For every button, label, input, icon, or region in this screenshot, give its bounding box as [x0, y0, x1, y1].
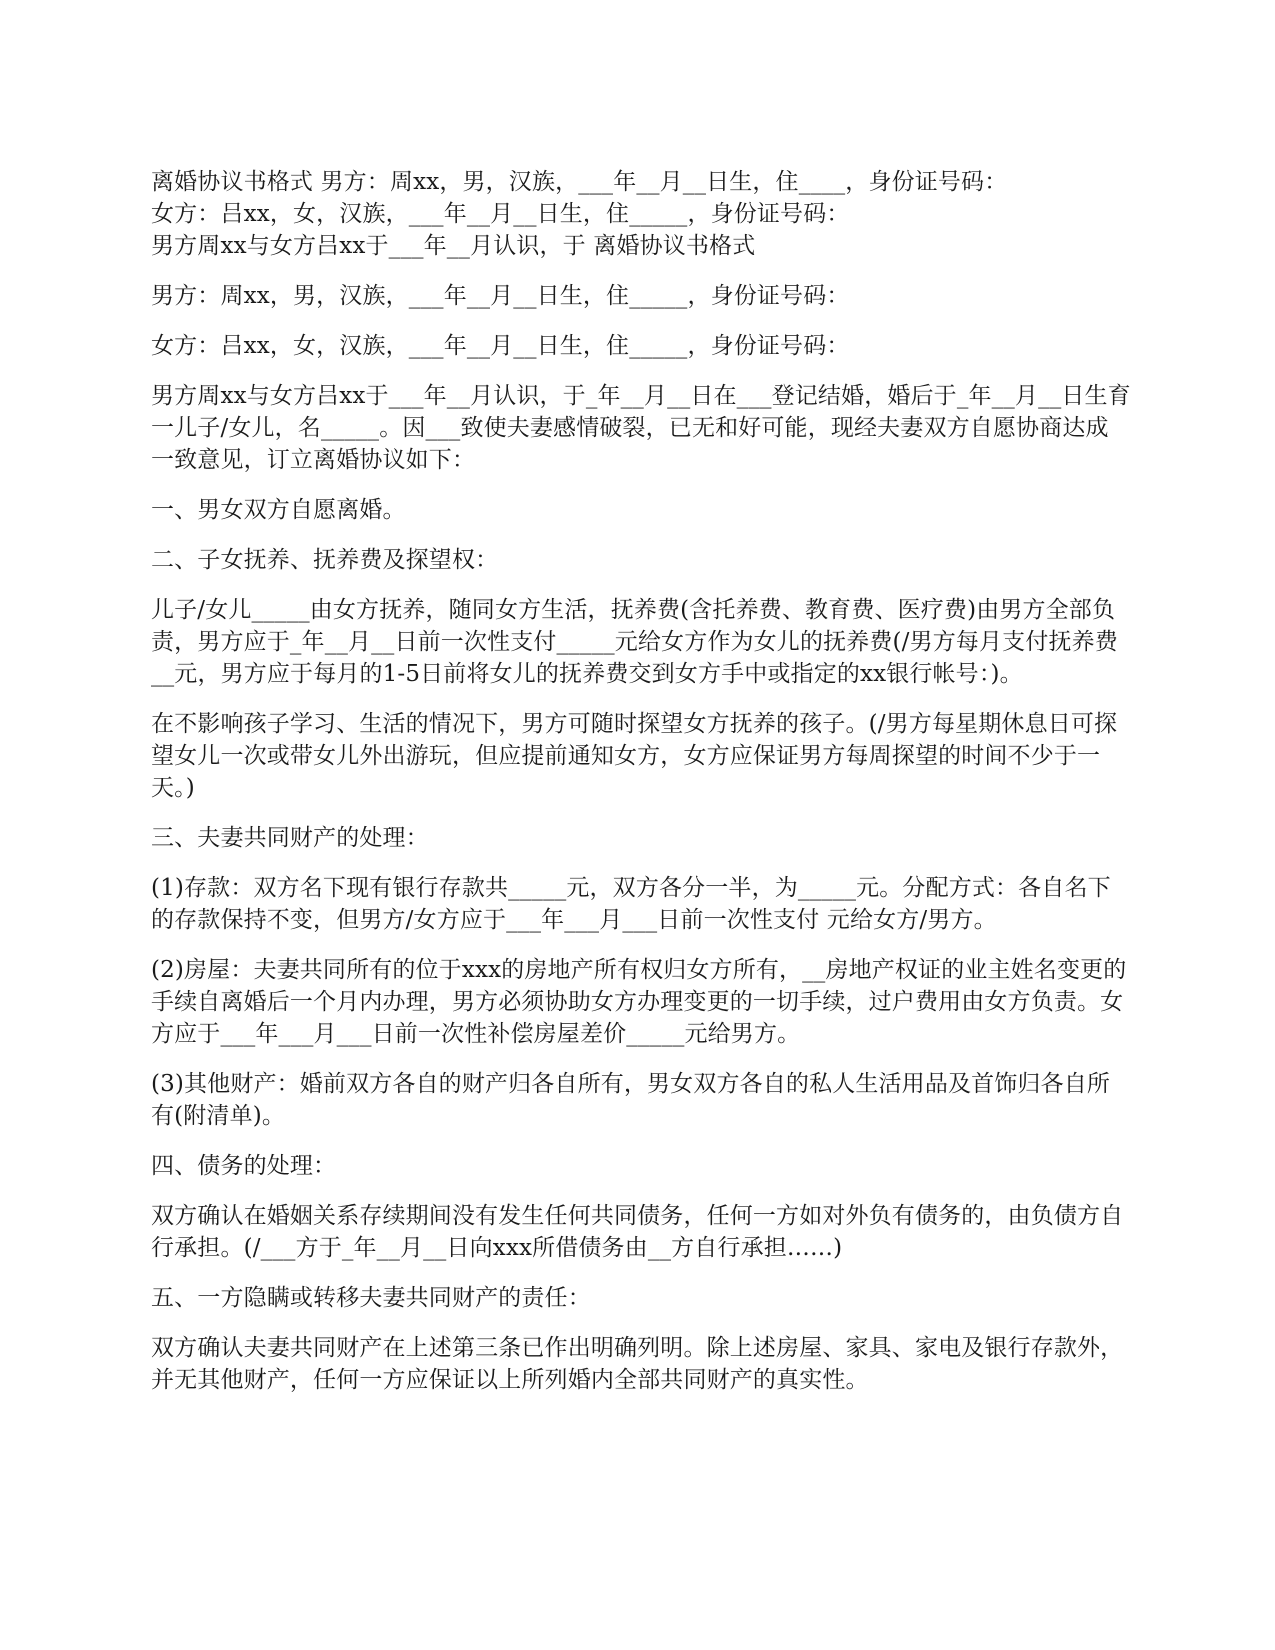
section-heading-5: 五、一方隐瞒或转移夫妻共同财产的责任：: [151, 1285, 591, 1311]
paragraph-other-property: (3)其他财产：婚前双方各自的财产归各自所有，男女双方各自的私人生活用品及首饰归各自所有(附清单)。: [151, 1071, 1111, 1129]
paragraph-house: (2)房屋：夫妻共同所有的位于xxx的房地产所有权归女方所有，__房地产权证的业主姓名变更的手续自离婚后一个月内办理，男方必须协助女方办理变更的一切手续，过户费用由女方负责。女方应于___年___月___日前一次性补偿房屋差价_____元给男方。: [151, 957, 1127, 1047]
paragraph-woman-info: 女方：吕xx，女，汉族，___年__月__日生，住_____，身份证号码：: [151, 333, 850, 359]
paragraph-background: 男方周xx与女方吕xx于___年__月认识，于_年__月__日在___登记结婚，婚后于_年__月__日生育一儿子/女儿，名_____。因___致使夫妻感情破裂，已无和好可能，现经夫妻双方自愿协商达成一致意见，订立离婚协议如下：: [151, 383, 1131, 473]
paragraph-concealment: 双方确认夫妻共同财产在上述第三条已作出明确列明。除上述房屋、家具、家电及银行存款外，并无其他财产，任何一方应保证以上所列婚内全部共同财产的真实性。: [151, 1335, 1124, 1393]
header-line: 男方周xx与女方吕xx于___年__月认识，于 离婚协议书格式: [151, 233, 756, 259]
paragraph-savings: (1)存款：双方名下现有银行存款共_____元，双方各分一半，为_____元。分配方式：各自名下的存款保持不变，但男方/女方应于___年___月___日前一次性支付 元给女方/男方。: [151, 875, 1111, 933]
document-page: [151, 166, 1131, 1396]
section-heading-2: 二、子女抚养、抚养费及探望权：: [151, 547, 499, 573]
document-header: [151, 166, 1131, 262]
header-line: 女方：吕xx，女，汉族，___年__月__日生，住_____，身份证号码：: [151, 201, 850, 227]
header-line: 离婚协议书格式 男方：周xx，男，汉族，___年__月__日生，住____，身份证号码：: [151, 169, 1008, 195]
paragraph-visitation: 在不影响孩子学习、生活的情况下，男方可随时探望女方抚养的孩子。(/男方每星期休息日可探望女儿一次或带女儿外出游玩，但应提前通知女方，女方应保证男方每周探望的时间不少于一天。): [151, 711, 1118, 801]
section-heading-1: 一、男女双方自愿离婚。: [151, 497, 406, 523]
paragraph-man-info: 男方：周xx，男，汉族，___年__月__日生，住_____，身份证号码：: [151, 283, 850, 309]
paragraph-debts: 双方确认在婚姻关系存续期间没有发生任何共同债务，任何一方如对外负有债务的，由负债方自行承担。(/___方于_年__月__日向xxx所借债务由__方自行承担……): [151, 1203, 1124, 1261]
section-heading-3: 三、夫妻共同财产的处理：: [151, 825, 429, 851]
section-heading-4: 四、债务的处理：: [151, 1153, 337, 1179]
paragraph-child-support: 儿子/女儿_____由女方抚养，随同女方生活，抚养费(含托养费、教育费、医疗费)由男方全部负责，男方应于_年__月__日前一次性支付_____元给女方作为女儿的抚养费(/男方每月支付抚养费__元，男方应于每月的1-5日前将女儿的抚养费交到女方手中或指定的xx银行帐号：)。: [151, 597, 1118, 687]
